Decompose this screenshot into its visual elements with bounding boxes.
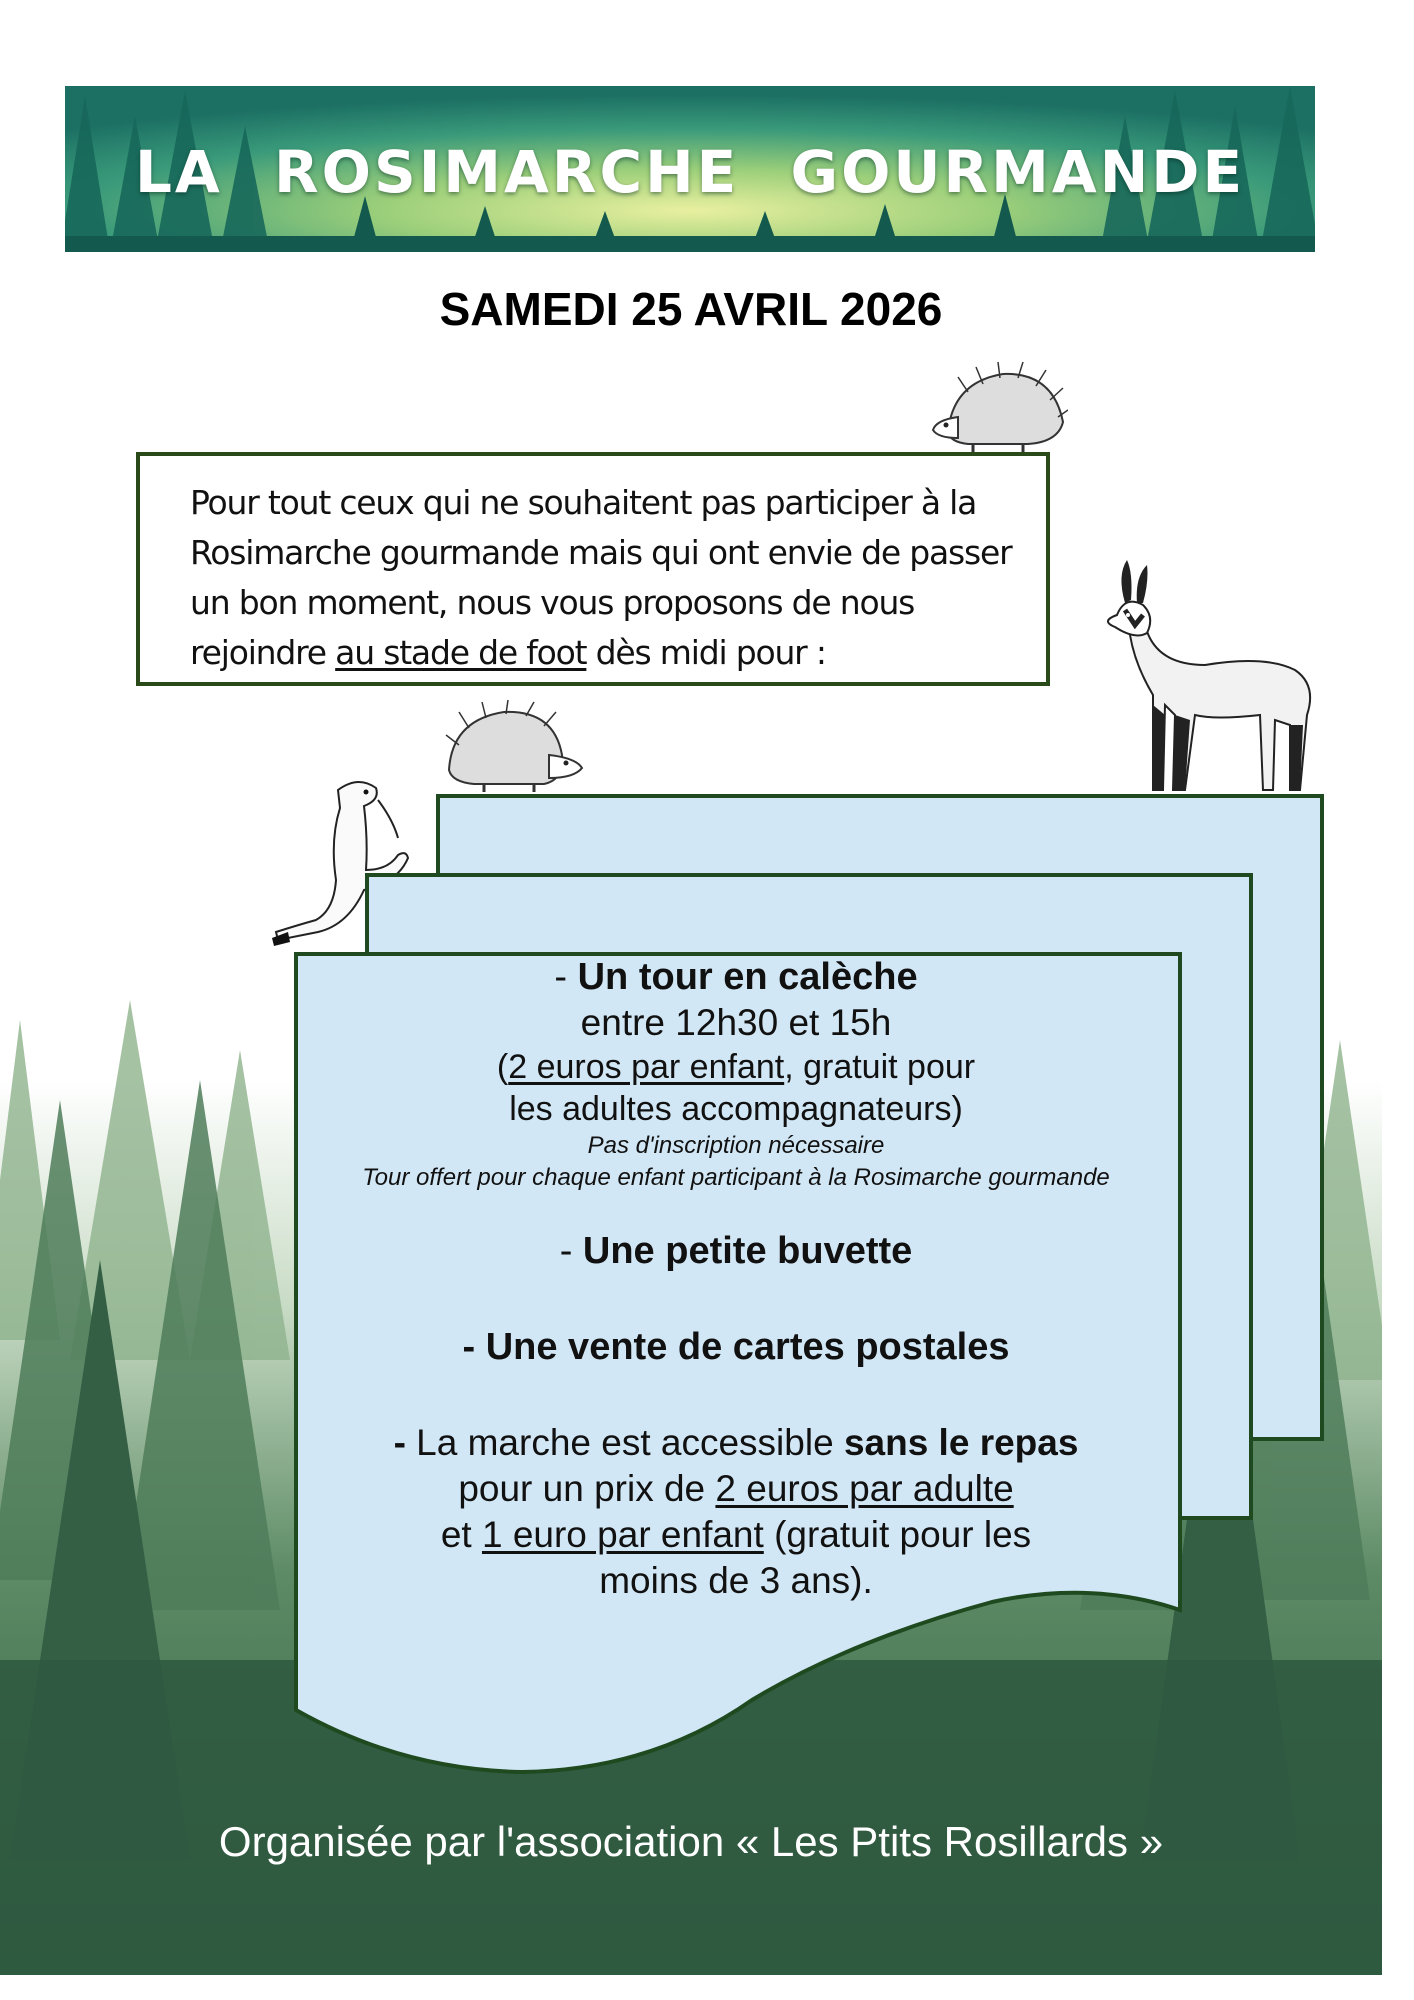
activity-marche xyxy=(296,1420,1176,1466)
caleche-time: entre 12h30 et 15h xyxy=(580,1002,892,1043)
spacer xyxy=(296,1194,1176,1228)
marche-adult-price: 2 euros par adulte xyxy=(715,1468,1014,1509)
organizer-credit: Organisée par l'association « Les Ptits Rosillards » xyxy=(218,1818,1164,1865)
intro-line-3: un bon moment, nous vous proposons de nous xyxy=(190,583,915,622)
intro-line-4 xyxy=(190,628,1016,678)
activity-cartes-postales: - Une vente de cartes postales xyxy=(462,1326,1010,1368)
caleche-dash: - xyxy=(554,956,578,998)
banner-title: LA ROSIMARCHE GOURMANDE xyxy=(134,138,1246,206)
intro-line-4-prefix: rejoindre xyxy=(190,633,336,672)
marche-sans-repas: sans le repas xyxy=(843,1422,1079,1463)
hedgehog-illustration-top xyxy=(928,362,1068,454)
caleche-note-1: Pas d'inscription nécessaire xyxy=(587,1132,885,1159)
event-date: SAMEDI 25 AVRIL 2026 xyxy=(439,283,943,335)
spacer xyxy=(296,1370,1176,1420)
buvette-dash: - xyxy=(559,1230,583,1272)
intro-line-1: Pour tout ceux qui ne souhaitent pas participer à la xyxy=(190,483,977,522)
caleche-price-open: ( xyxy=(496,1048,509,1086)
marche-line-4: moins de 3 ans). xyxy=(599,1560,873,1601)
caleche-price-child: 2 euros par enfant xyxy=(508,1048,785,1086)
activity-caleche-title xyxy=(296,954,1176,1000)
buvette-title: Une petite buvette xyxy=(582,1230,913,1272)
intro-box xyxy=(136,452,1050,686)
activities-list xyxy=(296,954,1176,1604)
marche-dash: - xyxy=(393,1422,417,1463)
hedgehog-illustration-middle xyxy=(444,700,584,794)
marche-line-2 xyxy=(296,1466,1176,1512)
caleche-price xyxy=(296,1046,1176,1088)
marche-text-1: La marche est accessible xyxy=(416,1422,844,1463)
caleche-price-rest: , gratuit pour xyxy=(784,1048,976,1086)
marche-line-3 xyxy=(296,1512,1176,1558)
marche-text-2: pour un prix de xyxy=(458,1468,716,1509)
activity-buvette xyxy=(296,1228,1176,1274)
intro-line-4-suffix: dès midi pour : xyxy=(586,633,826,672)
caleche-note-2: Tour offert pour chaque enfant participant à la Rosimarche gourmande xyxy=(362,1164,1110,1191)
spacer xyxy=(296,1274,1176,1324)
title-banner xyxy=(65,86,1315,252)
marche-text-4: (gratuit pour les xyxy=(763,1514,1032,1555)
caleche-title: Un tour en calèche xyxy=(577,956,918,998)
marche-text-3: et xyxy=(440,1514,482,1555)
stade-de-foot-link: au stade de foot xyxy=(335,633,587,672)
chamois-illustration xyxy=(1095,555,1335,795)
intro-text xyxy=(190,478,1016,678)
marche-child-price: 1 euro par enfant xyxy=(481,1514,764,1555)
caleche-price-line-2: les adultes accompagnateurs) xyxy=(509,1090,963,1128)
intro-line-2: Rosimarche gourmande mais qui ont envie de passer xyxy=(190,533,1012,572)
